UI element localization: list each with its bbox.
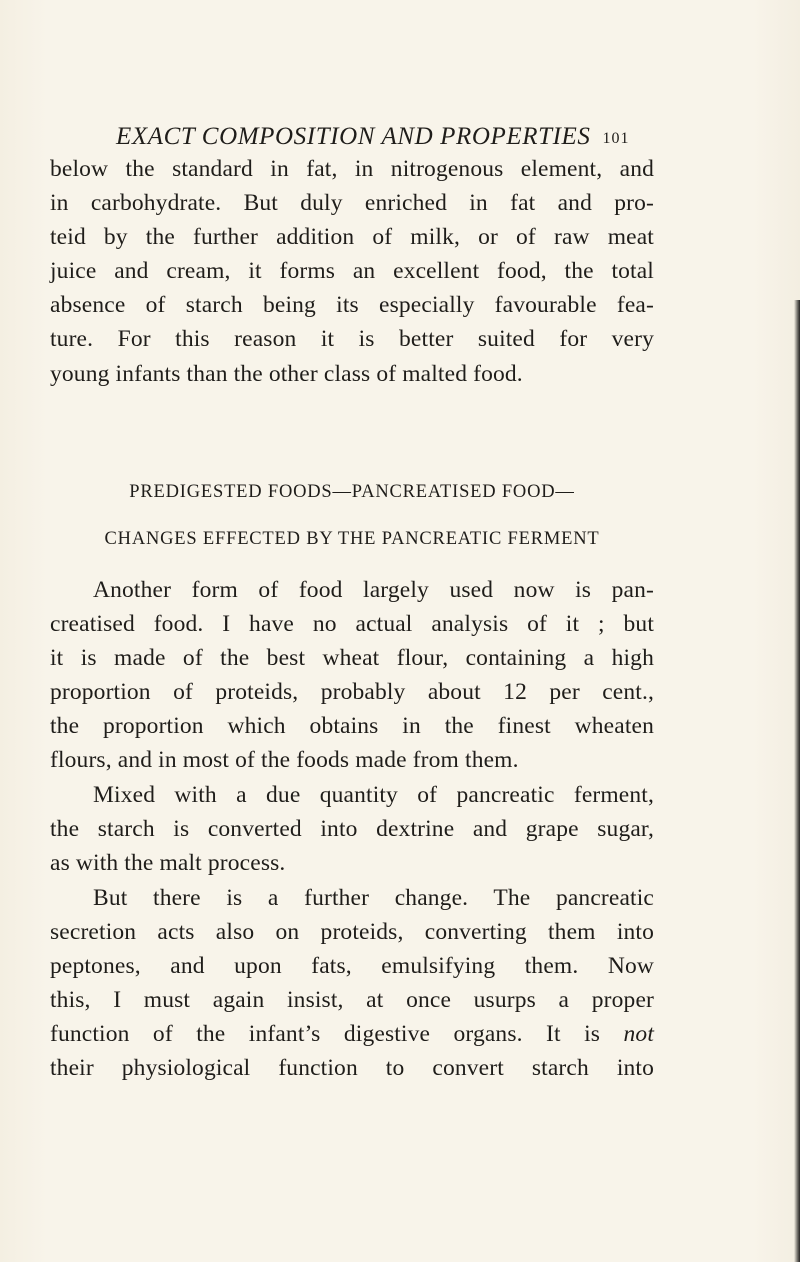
text-line: the starch is converted into dextrine and grape sugar, bbox=[50, 816, 654, 842]
section-heading-line-2: CHANGES EFFECTED BY THE PANCREATIC FERMENT bbox=[104, 529, 600, 549]
text-line: young infants than the other class of malted food. bbox=[50, 361, 523, 387]
page-number: 101 bbox=[602, 130, 630, 147]
text-line: ture. For this reason it is better suited for very bbox=[50, 326, 654, 352]
text-line: in carbohydrate. But duly enriched in fat and pro- bbox=[50, 190, 654, 216]
text-line: Mixed with a due quantity of pancreatic ferment, bbox=[93, 782, 654, 808]
text-line: secretion acts also on proteids, converting them into bbox=[50, 919, 654, 945]
text-line: as with the malt process. bbox=[50, 850, 286, 876]
text-line bbox=[50, 1018, 654, 1050]
text-line: the proportion which obtains in the finest wheaten bbox=[50, 713, 654, 739]
text-line: flours, and in most of the foods made from them. bbox=[50, 747, 519, 773]
text-line: proportion of proteids, probably about 12 per cent., bbox=[50, 679, 654, 705]
text-run: function of the infant’s digestive organs. It is bbox=[50, 1021, 624, 1047]
text-line: creatised food. I have no actual analysis of it ; but bbox=[50, 611, 654, 637]
text-line: their physiological function to convert starch into bbox=[50, 1055, 654, 1081]
running-head-title: EXACT COMPOSITION AND PROPERTIES bbox=[116, 123, 591, 150]
text-line: below the standard in fat, in nitrogenous element, and bbox=[50, 156, 654, 182]
text-line: But there is a further change. The pancreatic bbox=[93, 885, 654, 911]
emphasis-word: not bbox=[623, 1021, 654, 1047]
running-head bbox=[116, 117, 676, 157]
text-line: juice and cream, it forms an excellent food, the total bbox=[50, 258, 654, 284]
text-line: absence of starch being its especially favourable fea- bbox=[50, 292, 654, 318]
text-line: peptones, and upon fats, emulsifying them. Now bbox=[50, 953, 654, 979]
page-edge-shadow bbox=[794, 300, 800, 1262]
text-line: teid by the further addition of milk, or of raw meat bbox=[50, 224, 654, 250]
text-line: Another form of food largely used now is pan- bbox=[93, 577, 654, 603]
text-line: this, I must again insist, at once usurps a proper bbox=[50, 987, 654, 1013]
section-heading-line-1: PREDIGESTED FOODS—PANCREATISED FOOD— bbox=[129, 482, 575, 502]
text-line: it is made of the best wheat flour, containing a high bbox=[50, 645, 654, 671]
